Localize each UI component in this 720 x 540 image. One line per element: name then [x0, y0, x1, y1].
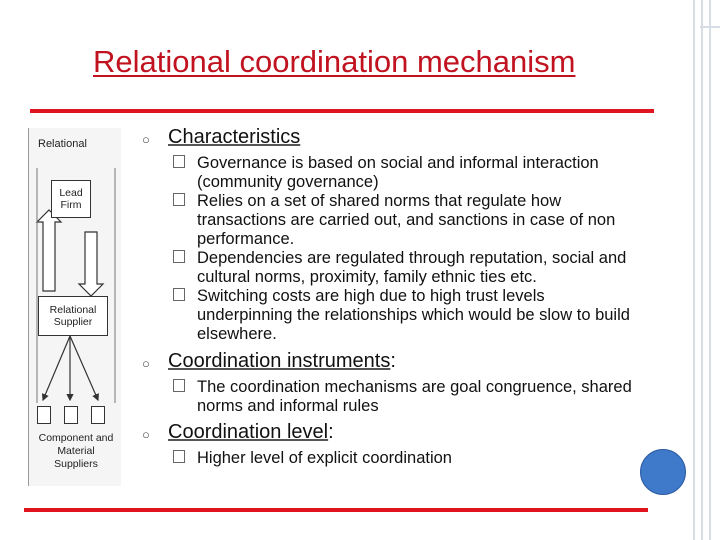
section-heading: Characteristics — [168, 126, 301, 148]
arrow-to-component-1 — [43, 336, 70, 400]
footer-rule — [24, 508, 648, 512]
checkbox-bullet-icon — [173, 450, 185, 463]
section-heading: Coordination instruments — [168, 350, 391, 372]
diagram-label-relational: Relational — [38, 138, 87, 150]
list-item: Dependencies are regulated through reputation, social and cultural norms, proximity, family ethnic ties etc. — [142, 249, 642, 287]
checkbox-bullet-icon — [173, 379, 185, 392]
arrow-down-hollow — [79, 232, 103, 296]
hollow-circle-bullet-icon: ○ — [142, 356, 150, 371]
list-item: Relies on a set of shared norms that regulate how transactions are carried out, and sanctions in case of non performance. — [142, 192, 642, 249]
component-supplier-box-2 — [64, 406, 78, 424]
list-item: Governance is based on social and informal interaction (community governance) — [142, 154, 642, 192]
list-item: The coordination mechanisms are goal congruence, shared norms and informal rules — [142, 378, 642, 416]
component-suppliers-label: Component and Material Suppliers — [38, 432, 114, 470]
list-item: Switching costs are high due to high trust levels underpinning the relationships which would be slow to build elsewhere. — [142, 287, 642, 344]
hollow-circle-bullet-icon: ○ — [142, 132, 150, 147]
checkbox-bullet-icon — [173, 250, 185, 263]
section-coordination-instruments: ○ Coordination instruments: The coordination mechanisms are goal congruence, shared norms and informal rules — [142, 350, 642, 416]
hollow-circle-bullet-icon: ○ — [142, 427, 150, 442]
checkbox-bullet-icon — [173, 155, 185, 168]
component-supplier-box-1 — [37, 406, 51, 424]
checkbox-bullet-icon — [173, 288, 185, 301]
section-characteristics — [142, 126, 642, 344]
section-coordination-level: ○ Coordination level: Higher level of explicit coordination — [142, 421, 642, 468]
relational-supplier-box: Relational Supplier — [38, 296, 108, 336]
checkbox-bullet-icon — [173, 193, 185, 206]
slide-content — [142, 126, 642, 468]
arrow-to-component-3 — [70, 336, 98, 400]
slide-title: Relational coordination mechanism — [93, 44, 576, 79]
relational-diagram — [28, 128, 121, 486]
section-heading: Coordination level — [168, 421, 329, 443]
list-item: Higher level of explicit coordination — [142, 449, 642, 468]
title-underline-rule — [30, 109, 654, 113]
decorative-circle — [640, 449, 686, 495]
lead-firm-box: Lead Firm — [51, 180, 91, 218]
arrow-up-hollow — [37, 210, 61, 291]
component-supplier-box-3 — [91, 406, 105, 424]
